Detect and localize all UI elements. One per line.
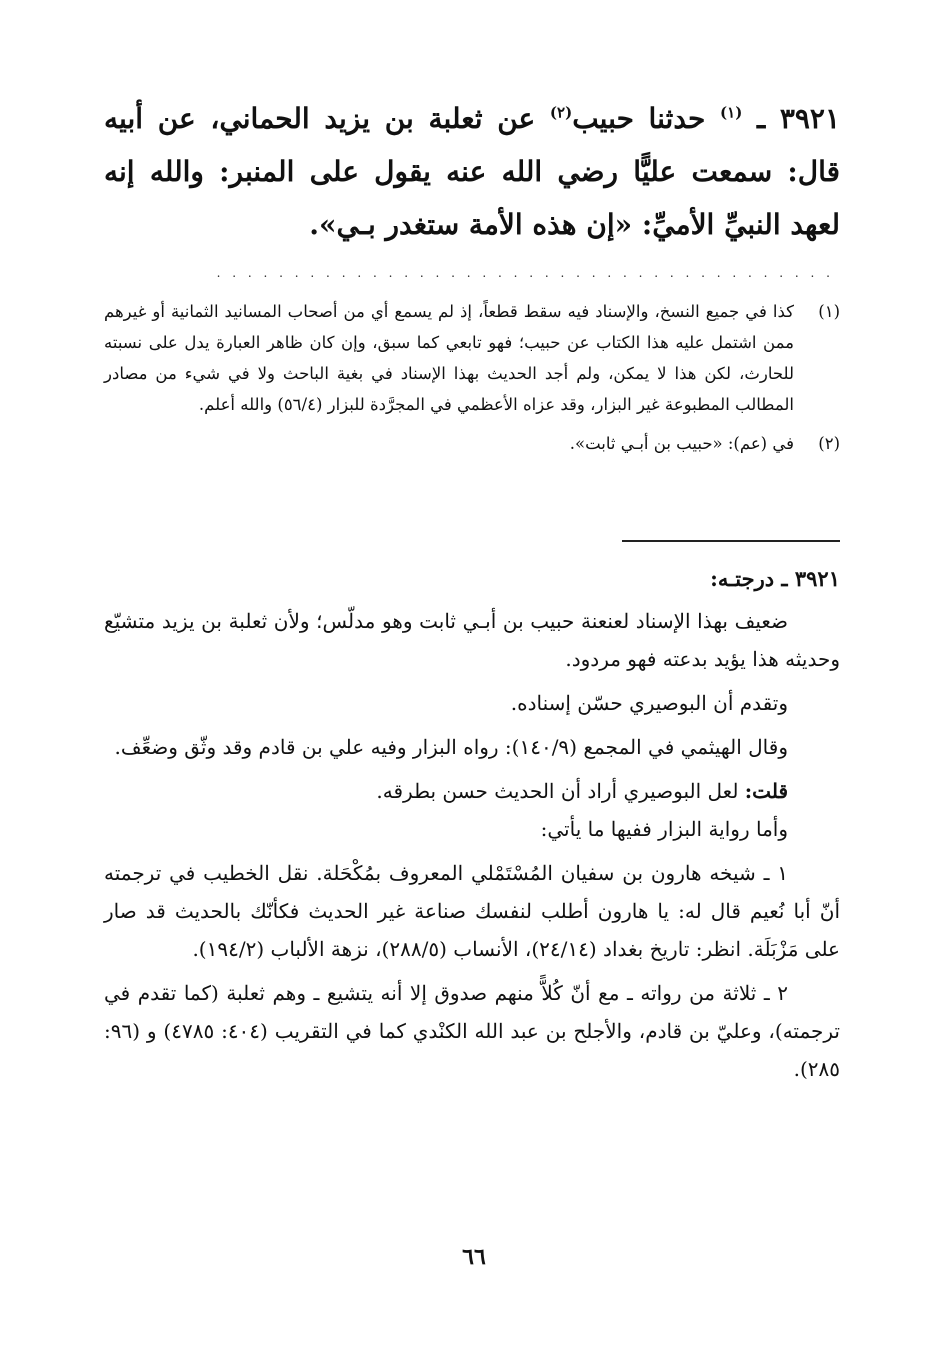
hadith-number: ٣٩٢١ xyxy=(779,102,840,135)
grade-section xyxy=(104,560,840,1088)
footnote-mark-1[interactable]: (١) xyxy=(720,103,743,122)
grade-paragraph-5: وأما رواية البزار ففيها ما يأتي: xyxy=(540,817,788,841)
hadith-text-part-2: عن ثعلبة بن يزيد الحماني، عن أبيه قال: سمعت عليًّا رضي الله عنه يقول على المنبر: والله إنه لعهد النبيِّ الأميِّ: «إن هذه الأمة ستغدر بـي». xyxy=(104,102,840,241)
footnote-2-number: (٢) xyxy=(818,434,840,453)
grade-paragraph-2: وتقدم أن البوصيري حسّن إسناده. xyxy=(510,691,788,715)
footnotes xyxy=(104,296,840,459)
grade-paragraph-7: ٢ ـ ثلاثة من رواته ـ مع أنّ كُلاًّ منهم صدوق إلا أنه يتشيع ـ وهم ثعلبة (كما تقدم في ترجمته)، وعليّ بن قادم، والأجلح بن عبد الله الكنْدي كما في التقريب (٤٠٤: ٤٧٨٥) و (٩٦: ٢٨٥). xyxy=(104,981,840,1081)
hadith-dash: ـ xyxy=(756,102,766,135)
footnote-1 xyxy=(104,296,840,420)
hadith-text xyxy=(104,92,840,251)
hadith-text-part-1: حدثنا حبيب xyxy=(572,102,706,135)
footnote-1-number: (١) xyxy=(818,302,840,321)
hadith-paragraph xyxy=(104,92,840,251)
grade-paragraph-1: ضعيف بهذا الإسناد لعنعنة حبيب بن أبـي ثابت وهو مدلّس؛ ولأن ثعلبة بن يزيد متشيّع وحديثه هذا يؤيد بدعته فهو مردود. xyxy=(104,609,840,671)
footnote-2-text: في (عم): «حبيب بن أبـي ثابت». xyxy=(569,434,794,453)
note-label: قلت: xyxy=(744,779,788,803)
footnote-2 xyxy=(104,428,840,459)
footnote-dotted-separator: . . . . . . . . . . . . . . . . . . . . . . . . . . . . . . . . . . . . . . . . xyxy=(216,266,834,280)
note-text: لعل البوصيري أراد أن الحديث حسن بطرقه. xyxy=(376,779,739,803)
page-number: ٦٦ xyxy=(462,1244,486,1270)
section-divider xyxy=(622,540,840,542)
footnote-1-text: كذا في جميع النسخ، والإسناد فيه سقط قطعاً، إذ لم يسمع أي من أصحاب المسانيد الثمانية أو غيرهم ممن اشتمل عليه هذا الكتاب عن حبيب؛ فهو تابعي كما سبق، وإن كان ظاهر العبارة يدل على نسبته للحارث، لكن هذا لا يمكن، ولم أجد الحديث بهذا الإسناد في بغية الباحث ولا في شيء من مصادر المطالب المطبوعة غير البزار، وقد عزاه الأعظمي في المجرَّدة للبزار (٥٦/٤) والله أعلم. xyxy=(104,302,794,414)
grade-paragraph-3: وقال الهيثمي في المجمع (١٤٠/٩): رواه البزار وفيه علي بن قادم وقد وثّق وضعِّف. xyxy=(114,735,788,759)
footnote-mark-2[interactable]: (٢) xyxy=(549,103,573,122)
grade-paragraph-4 xyxy=(104,772,840,810)
grade-paragraph-6: ١ ـ شيخه هارون بن سفيان المُسْتَمْلي المعروف بمُكْحَلة. نقل الخطيب في ترجمته أنّ أبا نُعيم قال له: يا هارون أطلب لنفسك صناعة غير الحديث فكأنّك بالحديث قد صار على مَزْبَلَة. انظر: تاريخ بغداد (٢٤/١٤)، الأنساب (٢٨٨/٥)، نزهة الألباب (١٩٤/٢). xyxy=(104,861,840,961)
grade-heading: ٣٩٢١ ـ درجتـه: xyxy=(710,566,840,591)
